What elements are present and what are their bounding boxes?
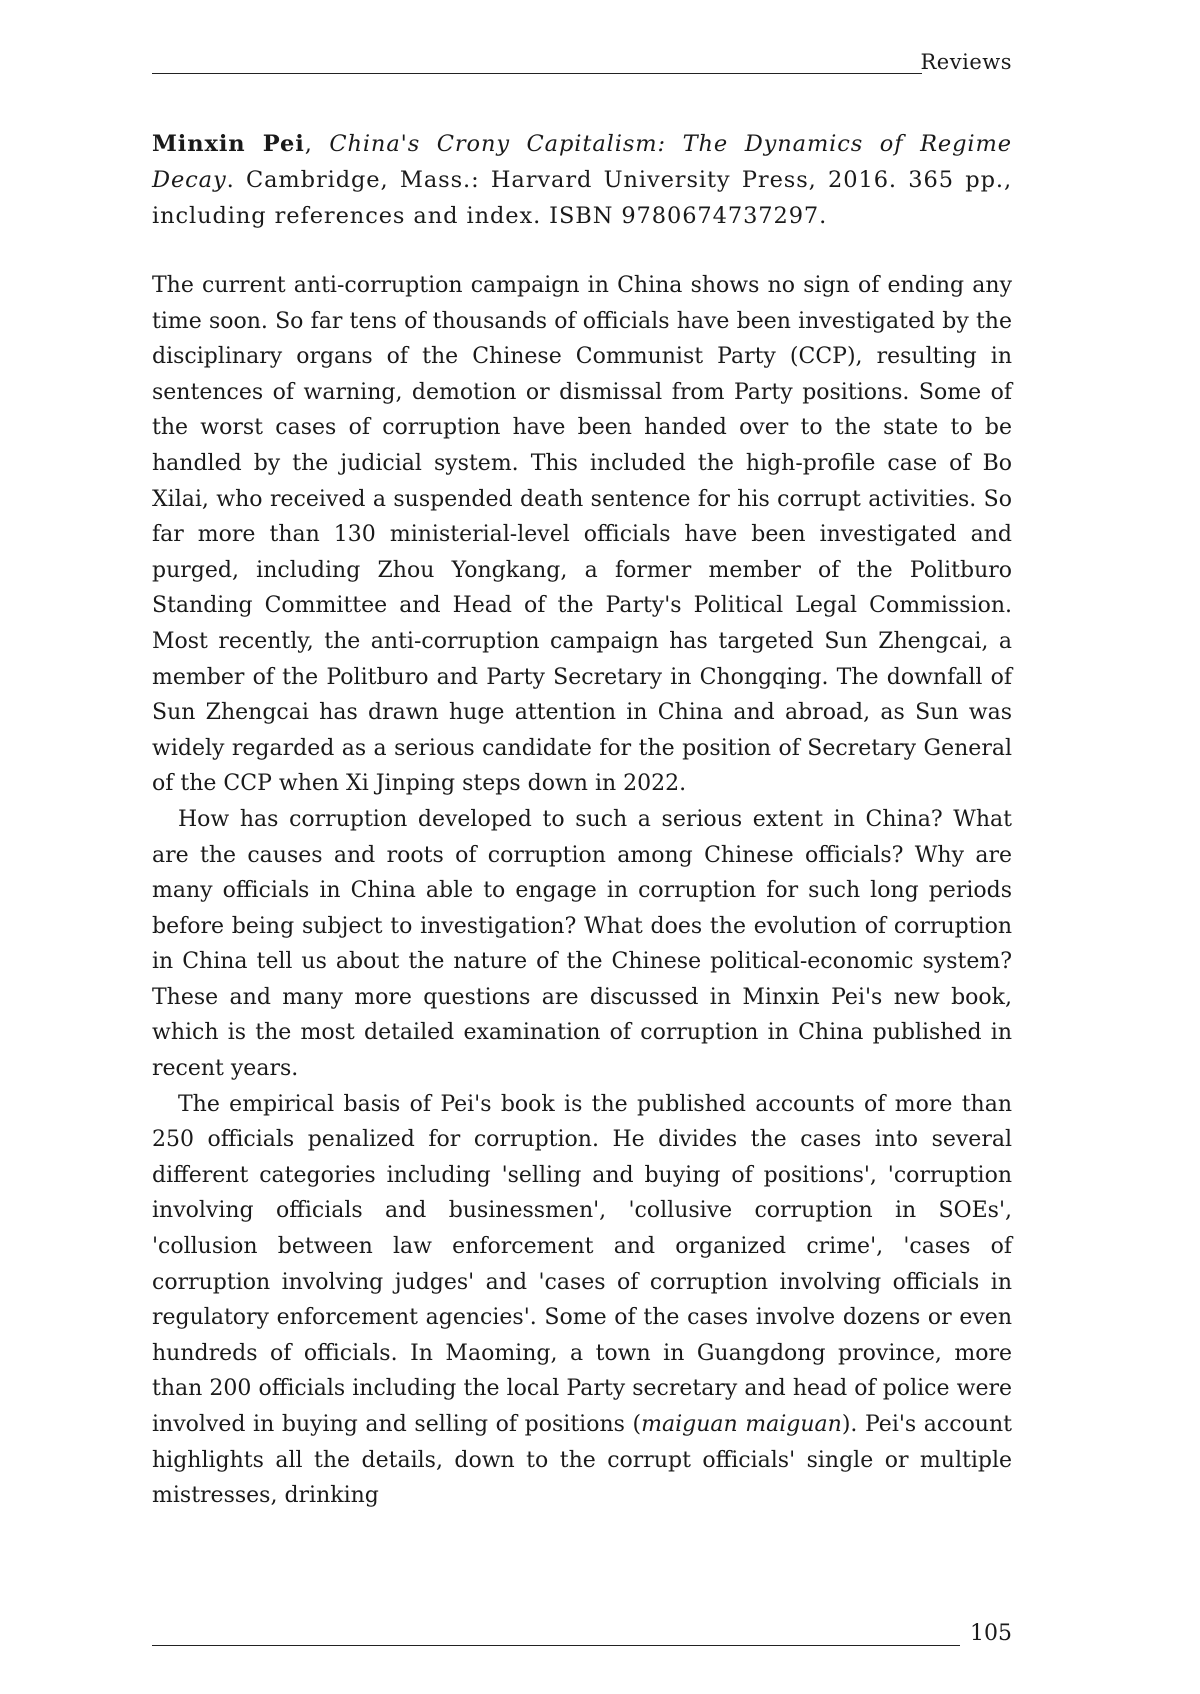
header-rule [152, 73, 922, 74]
chinese-term: maiguan maiguan [641, 1412, 842, 1437]
paragraph-3-text-b: ). Pei's account highlights all the details, down to the corrupt officials' single or multiple mistresses, drinking [152, 1412, 1012, 1509]
book-title: China's Crony Capitalism: The Dynamics of Regime Decay [152, 131, 1012, 193]
paragraph-1: The current anti-corruption campaign in China shows no sign of ending any time soon. So far tens of thousands of officials have been investigated by the disciplinary organs of the Chinese Communist Party (CCP), resulting in sentences of warning, demotion or dismissal from Party positions. Some of the worst cases of corruption have been handed over to the state to be handled by the judicial system. This included the high-profile case of Bo Xilai, who received a suspended death sentence for his corrupt activities. So far more than 130 ministerial-level officials have been investigated and purged, including Zhou Yongkang, a former member of the Politburo Standing Committee and Head of the Party's Political Legal Commission. Most recently, the anti-corruption campaign has targeted Sun Zhengcai, a member of the Politburo and Party Secretary in Chongqing. The downfall of Sun Zhengcai has drawn huge attention in China and abroad, as Sun was widely regarded as a serious candidate for the position of Secretary General of the CCP when Xi Jinping steps down in 2022. [152, 273, 1012, 797]
page-number: 105 [970, 1621, 1012, 1646]
footer-rule [152, 1645, 960, 1646]
paragraph-3 [152, 1087, 1012, 1514]
paragraph-2: How has corruption developed to such a serious extent in China? What are the causes and roots of corruption among Chinese officials? Why are many officials in China able to engage in corruption for such long periods before being subject to investigation? What does the evolution of corruption in China tell us about the nature of the Chinese political-economic system? These and many more questions are discussed in Minxin Pei's new book, which is the most detailed examination of corruption in China published in recent years. [152, 806, 1012, 1082]
review-content [152, 126, 1012, 1514]
paragraph-3-text-a: The empirical basis of Pei's book is the published accounts of more than 250 officials penalized for corruption. He divides the cases into several different categories including 'selling and buying of positions', 'corruption involving officials and businessmen', 'collusive corruption in SOEs', 'collusion between law enforcement and organized crime', 'cases of corruption involving judges' and 'cases of corruption involving officials in regulatory enforcement agencies'. Some of the cases involve dozens or even hundreds of officials. In Maoming, a town in Guangdong province, more than 200 officials including the local Party secretary and head of police were involved in buying and selling of positions ( [152, 1091, 1012, 1437]
book-author: Minxin Pei [152, 131, 305, 157]
section-label: Reviews [920, 50, 1012, 74]
publication-details: Cambridge, Mass.: Harvard University Press, 2016. 365 pp., including references and index. ISBN 9780674737297. [152, 167, 1012, 229]
running-head [152, 50, 1012, 74]
page-footer [152, 1620, 1012, 1648]
book-citation: Minxin Pei, China's Crony Capitalism: The Dynamics of Regime Decay. Cambridge, Mass.: Harvard University Press, 2016. 365 pp., including references and index. ISBN 9780674737297. [152, 131, 1012, 229]
